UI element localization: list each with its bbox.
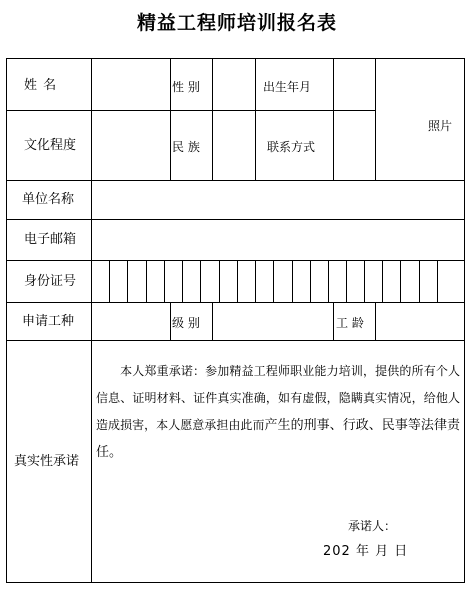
id-cell-divider xyxy=(255,260,256,303)
truth-pledge-label: 真实性承诺 xyxy=(14,454,80,469)
job-col-divider-a xyxy=(170,302,171,341)
education-label: 文化程度 xyxy=(24,138,77,153)
row-divider-3 xyxy=(6,219,465,220)
ethnicity-label: 民 族 xyxy=(172,140,200,154)
id-cell-divider xyxy=(109,260,110,303)
id-cell-divider xyxy=(437,260,438,303)
id-cell-divider xyxy=(310,260,311,303)
label-column-divider xyxy=(91,58,92,583)
table-border-left xyxy=(6,58,7,583)
row-divider-2 xyxy=(6,180,465,181)
name-label: 姓 名 xyxy=(24,78,58,93)
id-cell-divider xyxy=(164,260,165,303)
job-col-divider-c xyxy=(333,302,334,341)
id-cell-divider xyxy=(127,260,128,303)
pledge-text-main: 本人郑重承诺：参加精益工程师职业能力培训，提供的所有个人信息、证明材料、证件真实准确，如有虚假，隐瞒真实情况，给他人造成损害，本人愿意承担由此而 xyxy=(96,364,460,432)
seniority-label: 工 龄 xyxy=(336,316,364,330)
job-col-divider-d xyxy=(375,302,376,341)
pledge-text-liability: 产生的刑事、行政、民事等法律责任。 xyxy=(96,418,460,460)
col-divider-c xyxy=(255,58,256,181)
contact-label: 联系方式 xyxy=(267,140,316,154)
col-divider-d xyxy=(333,58,334,181)
row-divider-1 xyxy=(6,110,375,111)
employer-label: 单位名称 xyxy=(22,192,75,207)
table-border-top xyxy=(6,58,465,59)
table-border-bottom xyxy=(6,582,465,583)
email-label: 电子邮箱 xyxy=(24,232,77,247)
photo-label: 照片 xyxy=(428,119,453,133)
id-cell-divider xyxy=(219,260,220,303)
id-cell-divider xyxy=(200,260,201,303)
job-col-divider-b xyxy=(212,302,213,341)
id-cell-divider xyxy=(419,260,420,303)
signer-label: 承诺人： xyxy=(348,519,397,533)
id-cell-divider xyxy=(364,260,365,303)
col-divider-a xyxy=(170,58,171,181)
id-cell-divider xyxy=(146,260,147,303)
id-cell-divider xyxy=(237,260,238,303)
id-cell-divider xyxy=(400,260,401,303)
id-cell-divider xyxy=(328,260,329,303)
id-cell-divider xyxy=(292,260,293,303)
id-number-label: 身份证号 xyxy=(24,274,77,289)
id-cell-divider xyxy=(182,260,183,303)
row-divider-5 xyxy=(6,302,465,303)
col-divider-b xyxy=(212,58,213,181)
level-label: 级 别 xyxy=(172,316,200,330)
table-border-right xyxy=(464,58,465,583)
job-type-label: 申请工种 xyxy=(22,314,75,329)
gender-label: 性 别 xyxy=(172,80,200,94)
id-cell-divider xyxy=(382,260,383,303)
photo-column-divider xyxy=(375,58,376,181)
birth-date-label: 出生年月 xyxy=(263,80,312,94)
pledge-date: 202 年 月 日 xyxy=(323,544,409,559)
id-cell-divider xyxy=(273,260,274,303)
row-divider-6 xyxy=(6,340,465,341)
pledge-text xyxy=(96,358,460,466)
form-title: 精益工程师培训报名表 xyxy=(136,12,337,34)
row-divider-4 xyxy=(6,260,465,261)
id-cell-divider xyxy=(346,260,347,303)
